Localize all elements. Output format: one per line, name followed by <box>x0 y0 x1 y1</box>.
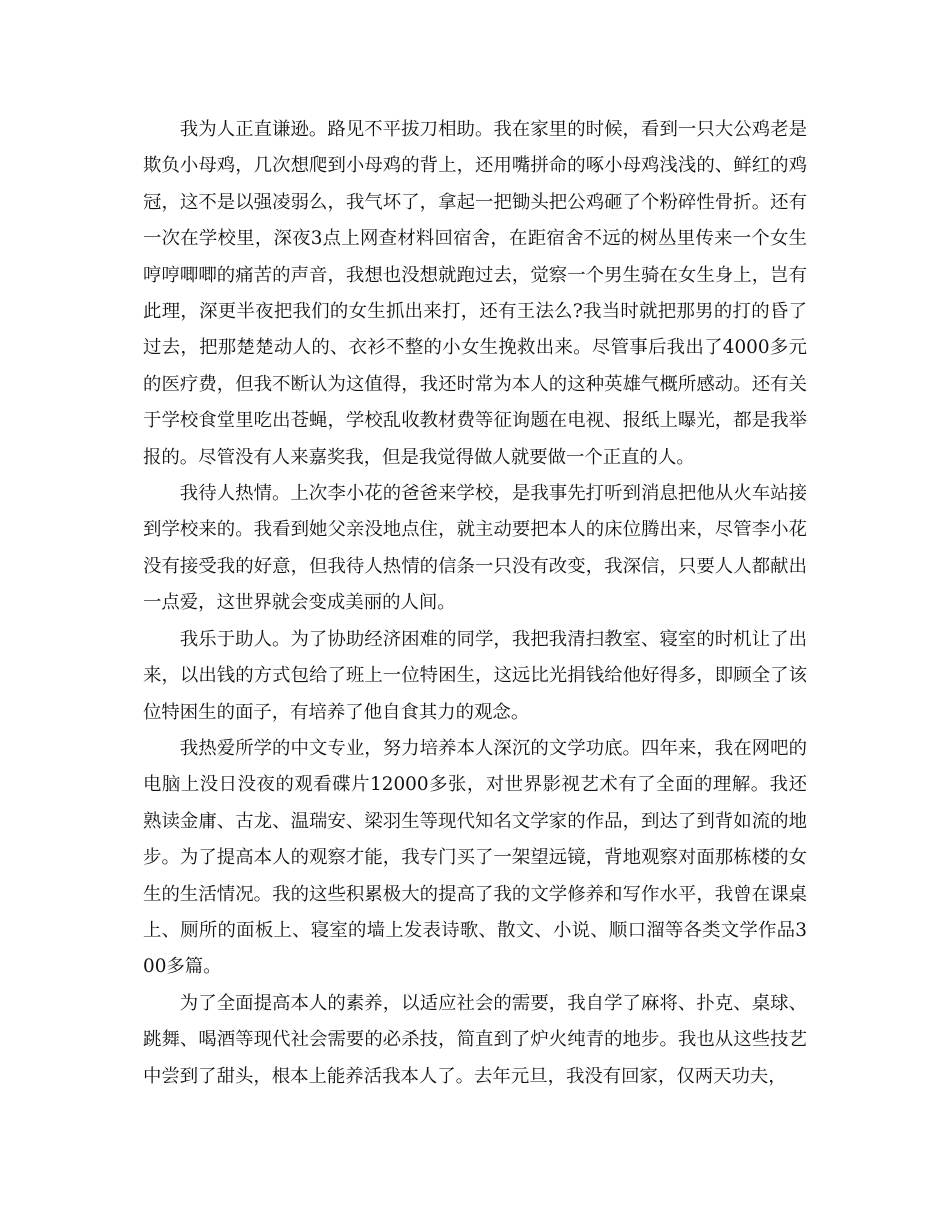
paragraph-integrity: 我为人正直谦逊。路见不平拔刀相助。我在家里的时候，看到一只大公鸡老是欺负小母鸡，几次想爬到小母鸡的背上，还用嘴拼命的啄小母鸡浅浅的、鲜红的鸡冠，这不是以强凌弱么，我气坏了，拿起一把锄头把公鸡砸了个粉碎性骨折。还有一次在学校里，深夜3点上网查材料回宿舍，在距宿舍不远的树丛里传来一个女生哼哼唧唧的痛苦的声音，我想也没想就跑过去，觉察一个男生骑在女生身上，岂有此理，深更半夜把我们的女生抓出来打，还有王法么?我当时就把那男的打的昏了过去，把那楚楚动人的、衣衫不整的小女生挽救出来。尽管事后我出了4000多元的医疗费，但我不断认为这值得，我还时常为本人的这种英雄气概所感动。还有关于学校食堂里吃出苍蝇，学校乱收教材费等征询题在电视、报纸上曝光，都是我举报的。尽管没有人来嘉奖我，但是我觉得做人就要做一个正直的人。 <box>143 119 807 468</box>
document-body <box>143 112 807 1095</box>
paragraph-helpfulness: 我乐于助人。为了协助经济困难的同学，我把我清扫教室、寝室的时机让了出来，以出钱的方式包给了班上一位特困生，这远比光捐钱给他好得多，即顾全了该位特困生的面子，有培养了他自食其力的观念。 <box>143 628 807 723</box>
paragraph-warmth: 我待人热情。上次李小花的爸爸来学校，是我事先打听到消息把他从火车站接到学校来的。我看到她父亲没地点住，就主动要把本人的床位腾出来，尽管李小花没有接受我的好意，但我待人热情的信条一只没有改变，我深信，只要人人都献出一点爱，这世界就会变成美丽的人间。 <box>143 483 807 614</box>
paragraph-major: 我热爱所学的中文专业，努力培养本人深沉的文学功底。四年来，我在网吧的电脑上没日没夜的观看碟片12000多张，对世界影视艺术有了全面的理解。我还熟读金庸、古龙、温瑞安、梁羽生等现代知名文学家的作品，到达了到背如流的地步。为了提高本人的观察才能，我专门买了一架望远镜，背地观察对面那栋楼的女生的生活情况。我的这些积累极大的提高了我的文学修养和写作水平，我曾在课桌上、厕所的面板上、寝室的墙上发表诗歌、散文、小说、顺口溜等各类文学作品300多篇。 <box>143 737 807 978</box>
paragraph-skills: 为了全面提高本人的素养，以适应社会的需要，我自学了麻将、扑克、桌球、跳舞、喝酒等现代社会需要的必杀技，简直到了炉火纯青的地步。我也从这些技艺中尝到了甜头，根本上能养活我本人了。去年元旦，我没有回家，仅两天功夫， <box>143 992 807 1087</box>
